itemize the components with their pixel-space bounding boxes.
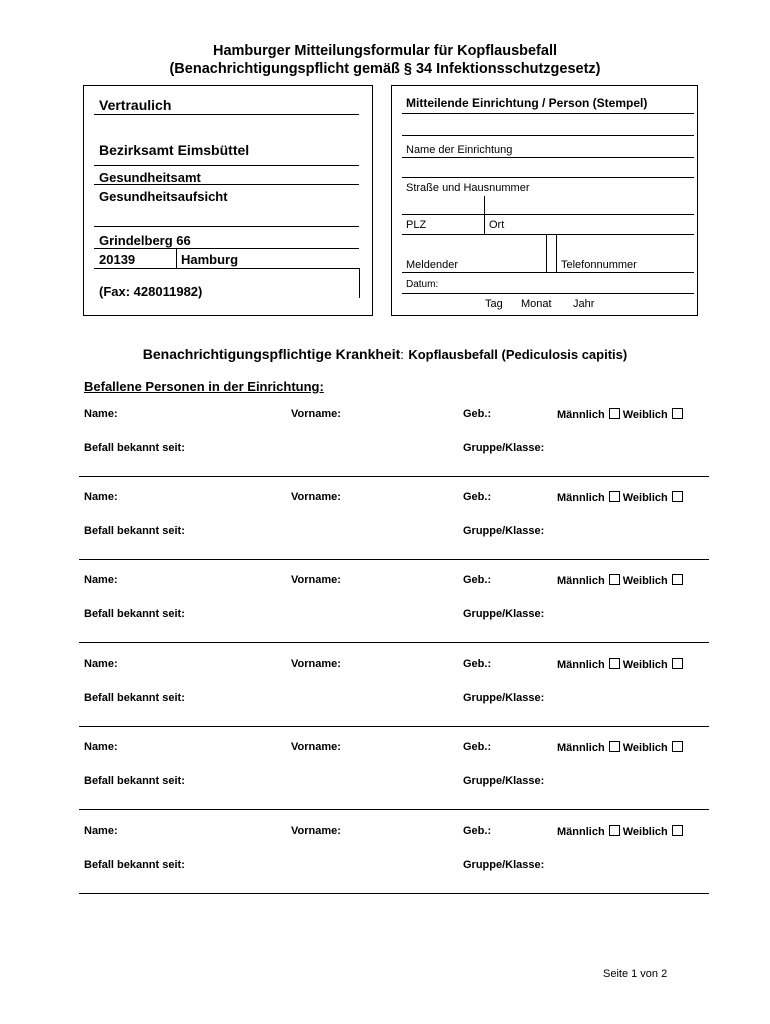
gender-options [557, 491, 683, 504]
firstname-field-label: Vorname: [291, 658, 341, 670]
confidential-label: Vertraulich [99, 97, 172, 113]
birthdate-field-label: Geb.: [463, 574, 492, 586]
male-label: Männlich [557, 826, 605, 838]
female-label: Weiblich [622, 742, 668, 754]
female-label: Weiblich [622, 492, 668, 504]
street-label: Straße und Hausnummer [406, 182, 530, 194]
zip-code: 20139 [99, 252, 136, 267]
gender-options [557, 825, 683, 838]
infested-since-label: Befall bekannt seit: [84, 608, 185, 620]
female-checkbox[interactable] [672, 574, 683, 585]
form-title: Hamburger Mitteilungsformular für Kopflausbefall [213, 43, 557, 59]
female-checkbox[interactable] [672, 491, 683, 502]
city-label: Ort [489, 219, 505, 231]
infested-since-label: Befall bekannt seit: [84, 775, 185, 787]
gender-options [557, 408, 683, 421]
reporter-label: Meldender [406, 259, 458, 271]
male-checkbox[interactable] [609, 658, 620, 669]
infested-since-label: Befall bekannt seit: [84, 525, 185, 537]
group-class-label: Gruppe/Klasse: [463, 608, 545, 620]
group-class-label: Gruppe/Klasse: [463, 442, 545, 454]
recipient-box [83, 85, 373, 316]
zip-label: PLZ [406, 219, 427, 231]
phone-label: Telefonnummer [561, 259, 637, 271]
infested-since-label: Befall bekannt seit: [84, 692, 185, 704]
entry-divider [79, 642, 709, 643]
male-checkbox[interactable] [609, 574, 620, 585]
entry-divider [79, 559, 709, 560]
name-field-label: Name: [84, 825, 118, 837]
disease-value: Kopflausbefall (Pediculosis capitis) [408, 347, 628, 362]
gender-options [557, 658, 683, 671]
female-label: Weiblich [622, 659, 668, 671]
day-label: Tag [485, 298, 503, 310]
disease-colon: : [400, 347, 404, 362]
entry-divider [79, 726, 709, 727]
gender-options [557, 741, 683, 754]
street-address: Grindelberg 66 [99, 233, 191, 248]
female-label: Weiblich [622, 826, 668, 838]
fax-number: (Fax: 428011982) [99, 284, 203, 299]
persons-heading: Befallene Personen in der Einrichtung: [84, 379, 324, 394]
disease-label: Benachrichtigungspflichtige Krankheit [142, 346, 401, 362]
male-label: Männlich [557, 492, 605, 504]
city-name: Hamburg [181, 252, 239, 267]
female-checkbox[interactable] [672, 408, 683, 419]
firstname-field-label: Vorname: [291, 741, 341, 753]
male-label: Männlich [557, 742, 605, 754]
group-class-label: Gruppe/Klasse: [463, 775, 545, 787]
sender-heading: Mitteilende Einrichtung / Person (Stempel) [406, 96, 648, 110]
month-label: Monat [521, 298, 552, 310]
firstname-field-label: Vorname: [291, 491, 341, 503]
male-checkbox[interactable] [609, 825, 620, 836]
name-field-label: Name: [84, 491, 118, 503]
group-class-label: Gruppe/Klasse: [463, 692, 545, 704]
institution-name-label: Name der Einrichtung [406, 144, 513, 156]
female-label: Weiblich [622, 409, 668, 421]
male-checkbox[interactable] [609, 408, 620, 419]
year-label: Jahr [573, 298, 595, 310]
entry-divider [79, 893, 709, 894]
office-name: Bezirksamt Eimsbüttel [99, 142, 250, 158]
firstname-field-label: Vorname: [291, 574, 341, 586]
birthdate-field-label: Geb.: [463, 408, 492, 420]
name-field-label: Name: [84, 574, 118, 586]
dept-health-supervision: Gesundheitsaufsicht [99, 189, 228, 204]
male-checkbox[interactable] [609, 741, 620, 752]
disease-line [0, 346, 770, 364]
firstname-field-label: Vorname: [291, 825, 341, 837]
group-class-label: Gruppe/Klasse: [463, 525, 545, 537]
entry-divider [79, 809, 709, 810]
birthdate-field-label: Geb.: [463, 741, 492, 753]
birthdate-field-label: Geb.: [463, 491, 492, 503]
infested-since-label: Befall bekannt seit: [84, 859, 185, 871]
infested-since-label: Befall bekannt seit: [84, 442, 185, 454]
female-checkbox[interactable] [672, 741, 683, 752]
male-checkbox[interactable] [609, 491, 620, 502]
group-class-label: Gruppe/Klasse: [463, 859, 545, 871]
dept-health-office: Gesundheitsamt [99, 170, 201, 185]
female-checkbox[interactable] [672, 658, 683, 669]
page-number: Seite 1 von 2 [603, 968, 668, 980]
male-label: Männlich [557, 409, 605, 421]
male-label: Männlich [557, 575, 605, 587]
name-field-label: Name: [84, 658, 118, 670]
date-label: Datum: [406, 279, 439, 290]
name-field-label: Name: [84, 741, 118, 753]
male-label: Männlich [557, 659, 605, 671]
form-subtitle: (Benachrichtigungspflicht gemäß § 34 Infektionsschutzgesetz) [169, 61, 601, 77]
gender-options [557, 574, 683, 587]
birthdate-field-label: Geb.: [463, 825, 492, 837]
female-label: Weiblich [622, 575, 668, 587]
firstname-field-label: Vorname: [291, 408, 341, 420]
female-checkbox[interactable] [672, 825, 683, 836]
entry-divider [79, 476, 709, 477]
name-field-label: Name: [84, 408, 118, 420]
birthdate-field-label: Geb.: [463, 658, 492, 670]
sender-box [391, 85, 698, 316]
